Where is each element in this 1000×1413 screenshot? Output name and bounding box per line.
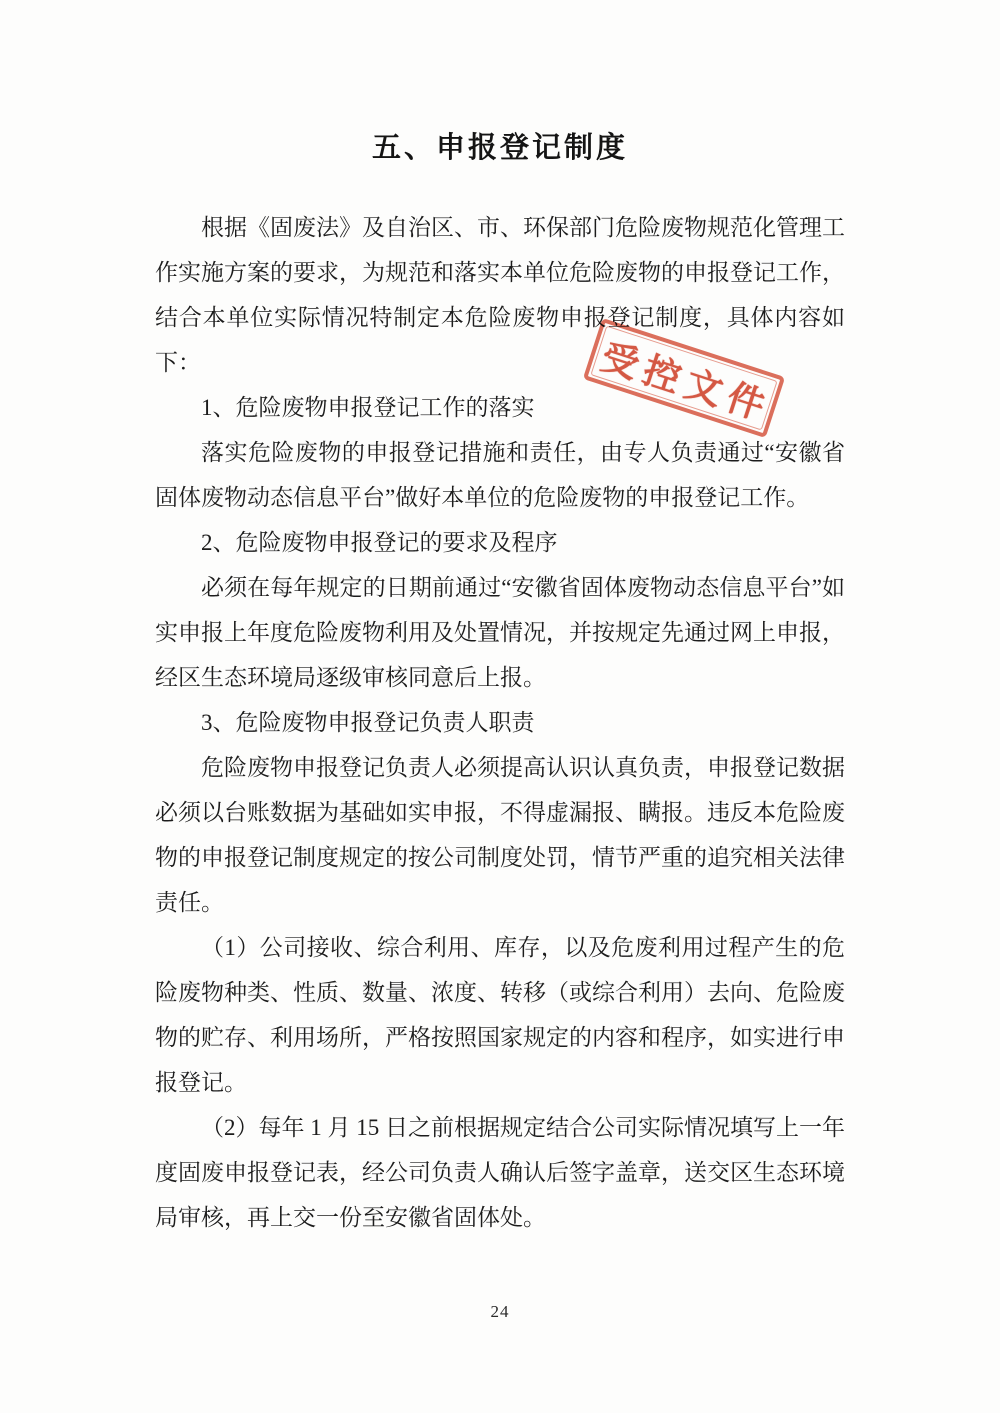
heading-item-1: 1、危险废物申报登记工作的落实: [201, 395, 535, 420]
paragraph-item-2: 必须在每年规定的日期前通过“安徽省固体废物动态信息平台”如实申报上年度危险废物利用及处置情况，并按规定先通过网上申报，经区生态环境局逐级审核同意后上报。: [155, 575, 845, 690]
heading-item-3: 3、危险废物申报登记负责人职责: [201, 710, 535, 735]
paragraph-sub-item-1: （1）公司接收、综合利用、库存，以及危废利用过程产生的危险废物种类、性质、数量、浓度、转移（或综合利用）去向、危险废物的贮存、利用场所，严格按照国家规定的内容和程序，如实进行申报登记。: [155, 935, 845, 1095]
paragraph-sub-item-2: （2）每年 1 月 15 日之前根据规定结合公司实际情况填写上一年度固废申报登记表，经公司负责人确认后签字盖章，送交区生态环境局审核，再上交一份至安徽省固体处。: [155, 1115, 845, 1230]
document-body: [155, 205, 845, 1240]
paragraph-item-1: 落实危险废物的申报登记措施和责任，由专人负责通过“安徽省固体废物动态信息平台”做好本单位的危险废物的申报登记工作。: [155, 440, 845, 510]
paragraph-item-3: 危险废物申报登记负责人必须提高认识认真负责，申报登记数据必须以台账数据为基础如实申报，不得虚漏报、瞒报。违反本危险废物的申报登记制度规定的按公司制度处罚，情节严重的追究相关法律责任。: [155, 755, 845, 915]
heading-item-2: 2、危险废物申报登记的要求及程序: [201, 530, 558, 555]
page-number: 24: [490, 1302, 510, 1321]
controlled-document-stamp-label: 受控文件: [595, 336, 776, 431]
paragraph-intro: 根据《固废法》及自治区、市、环保部门危险废物规范化管理工作实施方案的要求，为规范和落实本单位危险废物的申报登记工作，结合本单位实际情况特制定本危险废物申报登记制度，具体内容如下：: [155, 215, 845, 375]
page-title: 五、申报登记制度: [371, 132, 628, 165]
